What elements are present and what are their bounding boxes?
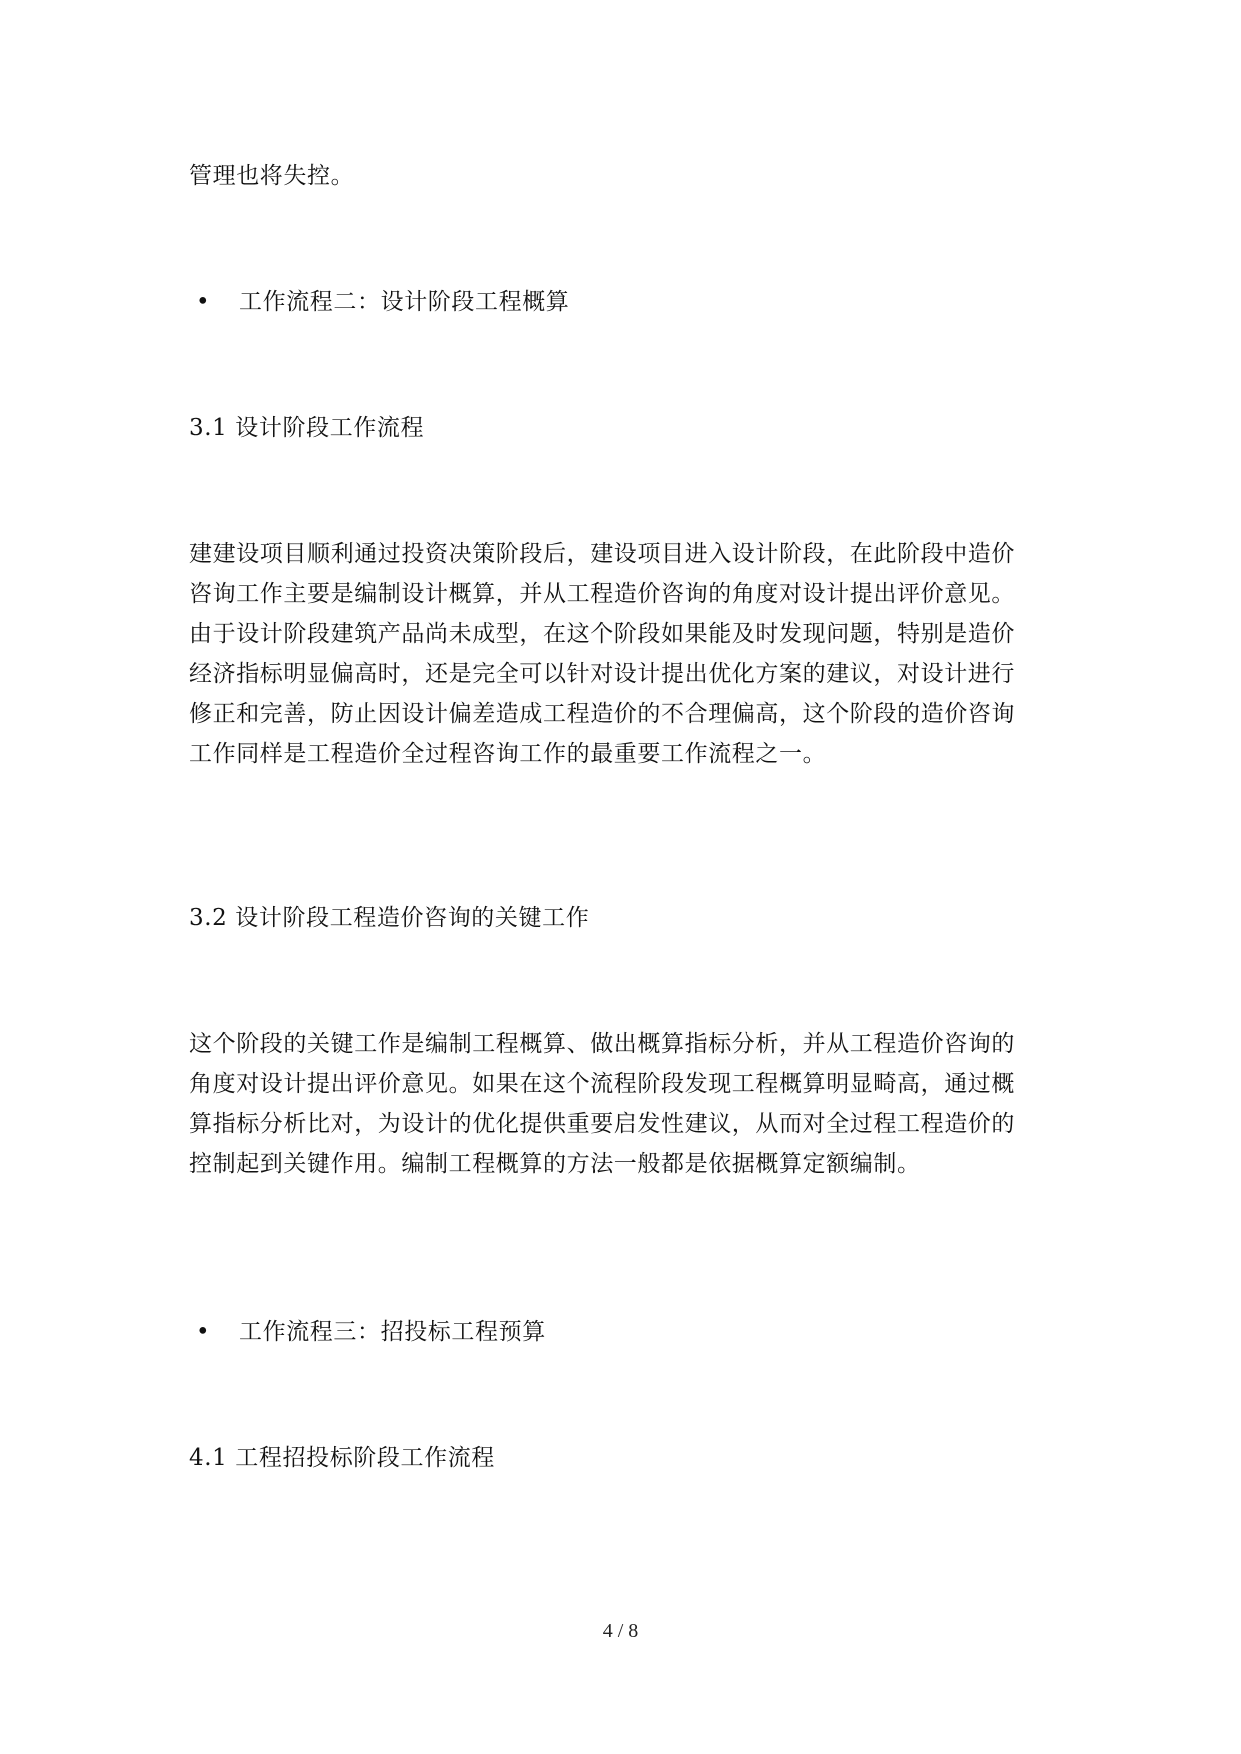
intro-text — [189, 156, 354, 196]
paragraph-design-stage — [189, 534, 1015, 774]
section-heading-3-2 — [189, 898, 589, 938]
heading-text: 4.1 工程招投标阶段工作流程 — [189, 1445, 495, 1471]
page-number: 4 / 8 — [602, 1620, 639, 1642]
text-line: 算指标分析比对，为设计的优化提供重要启发性建议，从而对全过程工程造价的 — [189, 1111, 1015, 1137]
text-line: 修正和完善，防止因设计偏差造成工程造价的不合理偏高，这个阶段的造价咨询 — [189, 701, 1015, 727]
paragraph-key-work — [189, 1024, 1015, 1184]
bullet-text: 工作流程二：设计阶段工程概算 — [239, 289, 570, 315]
section-heading-3-1 — [189, 408, 424, 448]
text-line: 由于设计阶段建筑产品尚未成型，在这个阶段如果能及时发现问题，特别是造价 — [189, 621, 1015, 647]
text-line: 咨询工作主要是编制设计概算，并从工程造价咨询的角度对设计提出评价意见。 — [189, 581, 1015, 607]
bullet-icon: • — [196, 289, 211, 315]
bullet-item-workflow-2 — [189, 282, 569, 322]
text-line: 工作同样是工程造价全过程咨询工作的最重要工作流程之一。 — [189, 741, 827, 767]
bullet-icon: • — [196, 1319, 211, 1345]
text-line: 管理也将失控。 — [189, 163, 355, 189]
text-line: 经济指标明显偏高时，还是完全可以针对设计提出优化方案的建议，对设计进行 — [189, 661, 1015, 687]
section-heading-4-1 — [189, 1438, 495, 1478]
text-line: 角度对设计提出评价意见。如果在这个流程阶段发现工程概算明显畸高，通过概 — [189, 1071, 1015, 1097]
heading-text: 3.1 设计阶段工作流程 — [189, 415, 425, 441]
text-line: 控制起到关键作用。编制工程概算的方法一般都是依据概算定额编制。 — [189, 1151, 921, 1177]
text-line: 建建设项目顺利通过投资决策阶段后，建设项目进入设计阶段，在此阶段中造价 — [189, 541, 1015, 567]
bullet-item-workflow-3 — [189, 1312, 546, 1352]
bullet-text: 工作流程三：招投标工程预算 — [239, 1319, 546, 1345]
heading-text: 3.2 设计阶段工程造价咨询的关键工作 — [189, 905, 590, 931]
text-line: 这个阶段的关键工作是编制工程概算、做出概算指标分析，并从工程造价咨询的 — [189, 1031, 1015, 1057]
